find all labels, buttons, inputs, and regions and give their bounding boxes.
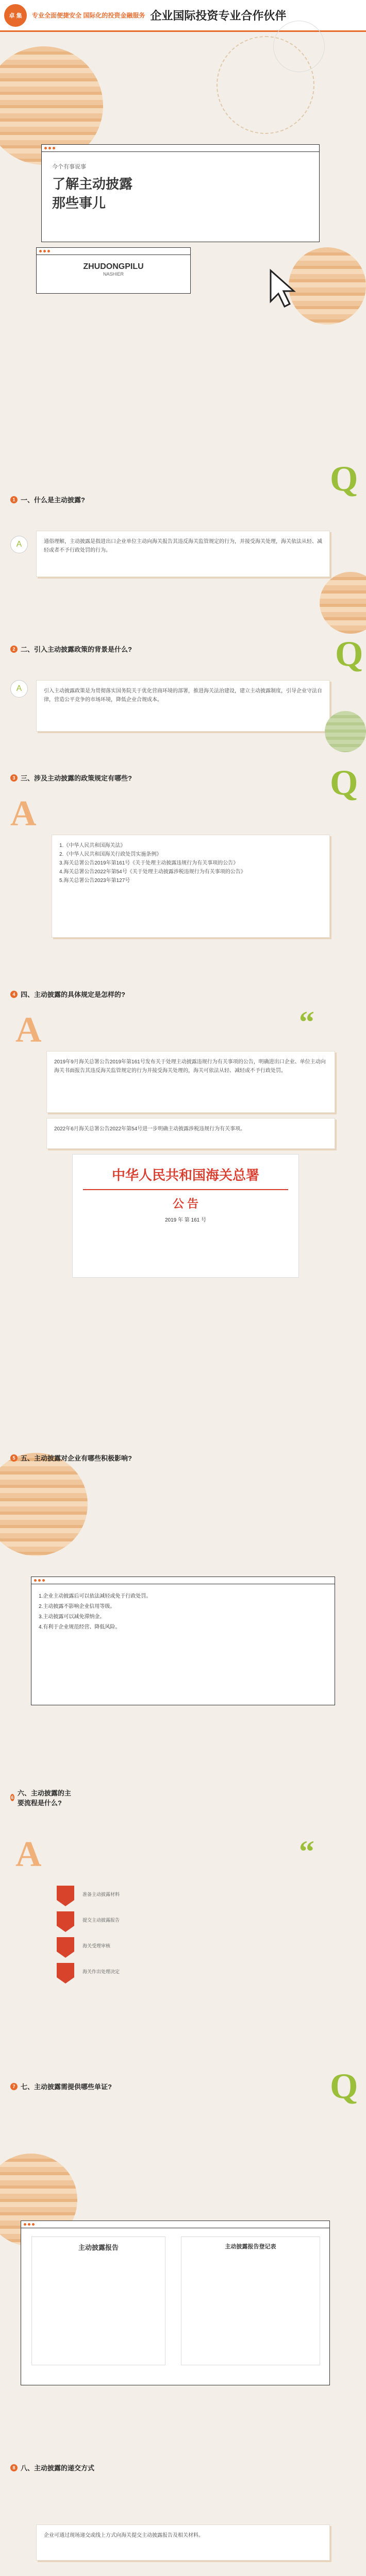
list-item: 2.主动披露不影响企业信用等级。	[39, 1604, 115, 1609]
hero-small: 今个有事说事	[52, 164, 86, 170]
window-bar	[31, 1577, 335, 1584]
section-card: 引入主动披露政策是为贯彻落实国务院关于优化营商环境的部署，推进海关法治建设，建立主动披露制度，引导企业守法自律，营造公平竞争的市场环境，降低企业合规成本。	[36, 680, 330, 732]
avatar: A	[10, 536, 28, 553]
document-preview: 主动披露报告登记表	[181, 2236, 320, 2365]
header-slogan: 企业国际投资专业合作伙伴	[150, 9, 287, 22]
quote-icon: “	[299, 1005, 314, 1039]
section-title: 5 五、主动披露对企业有哪些积极影响?	[10, 1453, 132, 1463]
documents-window	[21, 2221, 330, 2385]
a-letter-icon: A	[15, 1010, 42, 1050]
section-card: 企业可通过现场递交或线上方式向海关提交主动披露报告及相关材料。	[36, 2524, 330, 2561]
section-title: 1 一、什么是主动披露?	[10, 495, 85, 504]
section-card: 2019年9月海关总署公告2019年第161号发布关于处理主动披露违规行为有关事项的公告，明确进出口企业、单位主动向海关书面报告其违反海关监管规定的行为并接受海关处理的，海关可依法从轻、减轻或不予行政处罚。	[46, 1051, 335, 1113]
section-window	[31, 1577, 335, 1705]
a-letter-icon: A	[10, 794, 37, 834]
list-item: 4.有利于企业规范经营、降低风险。	[39, 1624, 121, 1630]
decor-circle	[320, 572, 366, 634]
step-label: 提交主动披露报告	[82, 1918, 120, 1923]
section-title: 3 三、涉及主动披露的政策规定有哪些?	[10, 773, 132, 783]
list-item: 1.企业主动披露后可以依法减轻或免于行政处罚。	[39, 1594, 152, 1599]
header-tagline: 专业全面便捷安全 国际化的投资金融服务	[32, 11, 145, 19]
section-card: 2022年6月海关总署公告2022年第54号进一步明确主动披露涉税违规行为有关事项。	[46, 1118, 335, 1149]
divider	[83, 1189, 288, 1190]
window-bar	[37, 248, 190, 255]
section-title: 2 二、引入主动披露政策的背景是什么?	[10, 644, 132, 654]
company-logo: 卓 集	[4, 4, 27, 27]
quote-icon: “	[299, 1835, 314, 1869]
hero-brand: ZHUDONGPILU	[83, 262, 144, 271]
government-notice-image	[72, 1154, 299, 1278]
step-label: 海关受理审核	[82, 1943, 111, 1948]
list-item: 3.海关总署公告2019年第161号《关于处理主动披露违规行为有关事项的公告》	[59, 860, 239, 866]
decor-circle	[325, 711, 366, 752]
notice-number: 2019 年 第 161 号	[164, 1217, 207, 1223]
list-item: 2.《中华人民共和国海关行政处罚实施条例》	[59, 852, 162, 857]
step-label: 海关作出处理决定	[82, 1969, 120, 1974]
q-letter-icon: Q	[330, 2066, 358, 2106]
notice-subtitle: 公 告	[172, 1197, 199, 1210]
list-item: 1.《中华人民共和国海关法》	[59, 843, 126, 849]
decor-circle	[0, 1453, 88, 1556]
step-arrow	[57, 1911, 74, 1932]
list-item: 4.海关总署公告2022年第54号《关于处理主动披露涉税违规行为有关事项的公告》	[59, 869, 246, 875]
q-letter-icon: Q	[330, 459, 358, 499]
section-title: 7 七、主动披露需提供哪些单证?	[10, 2081, 112, 2091]
notice-title: 中华人民共和国海关总署	[111, 1168, 259, 1183]
step-arrow	[57, 1963, 74, 1984]
window-bar	[21, 2221, 329, 2228]
cursor-icon	[268, 268, 304, 309]
avatar: A	[10, 680, 28, 698]
step-arrow	[57, 1886, 74, 1906]
section-title: 4 四、主动披露的具体规定是怎样的?	[10, 989, 125, 999]
a-letter-icon: A	[15, 1835, 42, 1874]
section-card: 通俗理解，主动披露是指进出口企业单位主动向海关报告其违反海关监管规定的行为，并接受海关处理，海关依法从轻、减轻或者不予行政处罚的行为。	[36, 531, 330, 577]
section-title: 8 八、主动披露的递交方式	[10, 2463, 94, 2472]
window-bar	[42, 145, 319, 152]
hero-title: 了解主动披露	[52, 176, 133, 192]
q-letter-icon: Q	[330, 763, 358, 803]
hero-subtitle: 那些事儿	[52, 195, 106, 211]
list-item: 5.海关总署公告2023年第127号	[59, 878, 130, 884]
q-letter-icon: Q	[335, 634, 363, 674]
document-preview: 主动披露报告	[31, 2236, 165, 2365]
hero-window	[41, 144, 320, 242]
step-label: 准备主动披露材料	[82, 1892, 120, 1897]
section-title: 6 六、主动披露的主要流程是什么?	[11, 1789, 71, 1807]
hero-brand-window	[36, 247, 191, 294]
decor-ring	[273, 21, 325, 72]
list-item: 3.主动披露可以减免滞纳金。	[39, 1614, 105, 1620]
hero-brand2: NASHIER	[103, 272, 124, 277]
step-arrow	[57, 1937, 74, 1958]
policy-list-card	[52, 835, 330, 938]
